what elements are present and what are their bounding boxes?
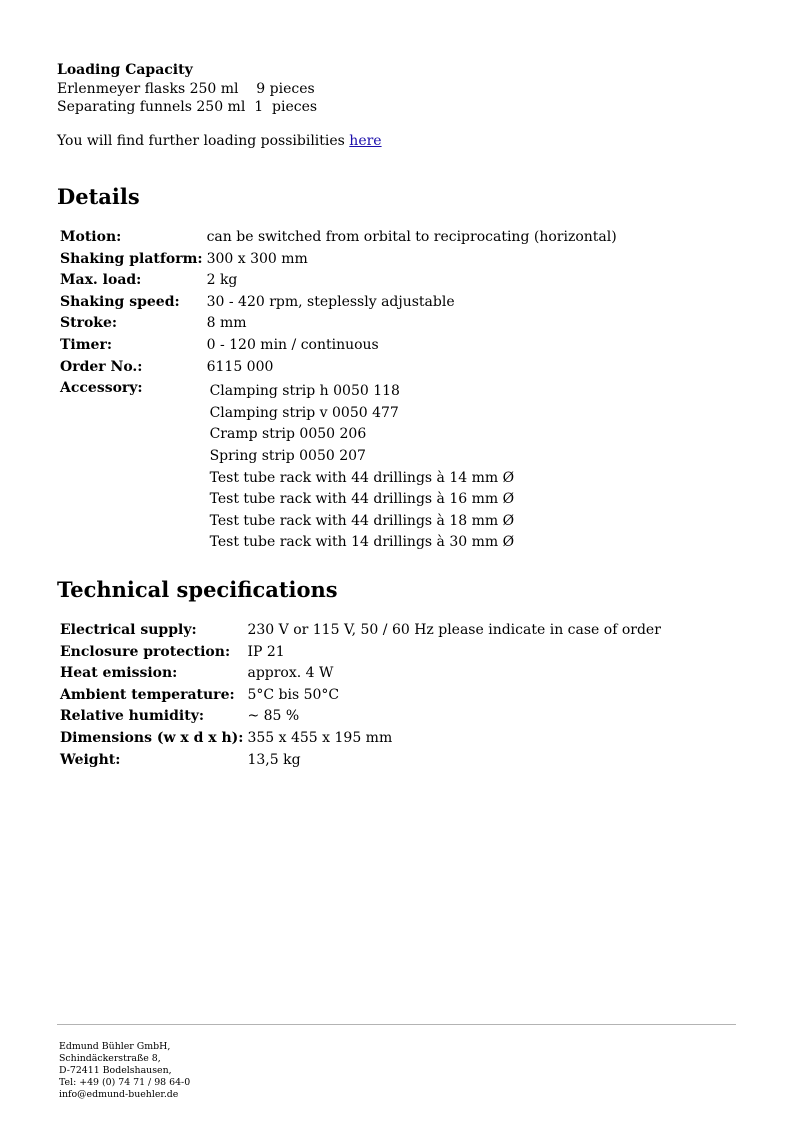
spec-label: Heat emission: [60,665,178,682]
loading-capacity-section [57,61,317,117]
accessory-item: Clamping strip v 0050 477 [209,404,399,421]
spec-label: Timer: [60,336,113,353]
spec-value: 2 kg [206,272,238,289]
loading-capacity-heading: Loading Capacity [57,62,193,78]
here-link[interactable]: here [349,133,382,149]
accessory-item: Test tube rack with 44 drillings à 18 mm Ø [209,512,515,529]
spec-value: 355 x 455 x 195 mm [247,729,393,746]
spec-value: 6115 000 [206,358,274,375]
spec-label: Ambient temperature: [60,686,235,703]
further-loading-label: You will find further loading possibilities [57,133,350,149]
spec-value: IP 21 [247,643,285,660]
accessory-item: Cramp strip 0050 206 [209,426,367,443]
loading-row: Erlenmeyer flasks 250 ml 9 pieces [57,80,315,97]
details-row [58,313,619,335]
tech-row [58,728,663,750]
spec-label: Order No.: [60,358,143,375]
footer-line: info@edmund-buehler.de [59,1089,179,1100]
footer-line: D-72411 Bodelshausen, [59,1065,172,1076]
loading-row: Separating funnels 250 ml 1 pieces [57,99,318,115]
spec-label: Max. load: [60,272,142,289]
accessory-cell [205,378,619,554]
footer-line: Edmund Bühler GmbH, [59,1041,171,1052]
details-row [58,227,619,249]
accessory-item: Spring strip 0050 207 [209,447,366,464]
spec-value: 8 mm [206,315,247,332]
spec-value: can be switched from orbital to reciprocating (horizontal) [206,229,617,245]
accessory-item: Test tube rack with 44 drillings à 16 mm Ø [209,491,515,508]
tech-row [58,685,663,707]
accessory-item: Test tube rack with 14 drillings à 30 mm Ø [209,534,515,551]
tech-row [58,706,663,728]
spec-label: Dimensions (w x d x h): [60,729,244,746]
spec-value: ~ 85 % [247,708,300,725]
further-loading-text [57,132,382,150]
accessory-row [58,378,619,554]
accessory-list [207,378,617,554]
technical-specifications-heading: Technical specifications [57,577,338,602]
footer-divider [57,1024,736,1025]
details-table [58,227,619,554]
footer-address [59,1041,190,1101]
spec-label: Shaking platform: [60,250,203,267]
details-row [58,357,619,379]
details-row [58,270,619,292]
spec-label: Enclosure protection: [60,643,231,660]
footer-line: Tel: +49 (0) 74 71 / 98 64-0 [59,1077,191,1088]
spec-label: Electrical supply: [60,622,197,638]
accessory-item: Test tube rack with 44 drillings à 14 mm Ø [209,469,515,486]
accessory-item: Clamping strip h 0050 118 [209,383,400,400]
spec-label: Relative humidity: [60,708,204,725]
spec-value: 0 - 120 min / continuous [206,336,379,353]
tech-row [58,620,663,642]
tech-row [58,663,663,685]
footer-line: Schindäckerstraße 8, [59,1053,161,1064]
tech-row [58,642,663,664]
spec-label: Stroke: [60,315,118,332]
spec-value: 5°C bis 50°C [247,686,340,703]
spec-label: Motion: [60,229,122,245]
spec-value: 13,5 kg [247,751,301,768]
accessory-label: Accessory: [60,380,143,397]
technical-specifications-table [58,620,663,771]
spec-label: Shaking speed: [60,293,180,310]
spec-value: 230 V or 115 V, 50 / 60 Hz please indicate in case of order [247,622,661,638]
spec-value: 30 - 420 rpm, steplessly adjustable [206,293,455,310]
tech-row [58,750,663,772]
spec-value: 300 x 300 mm [206,250,308,267]
details-heading: Details [57,184,140,209]
spec-label: Weight: [60,751,121,768]
details-row [58,292,619,314]
details-row [58,249,619,271]
details-row [58,335,619,357]
spec-value: approx. 4 W [247,665,334,682]
